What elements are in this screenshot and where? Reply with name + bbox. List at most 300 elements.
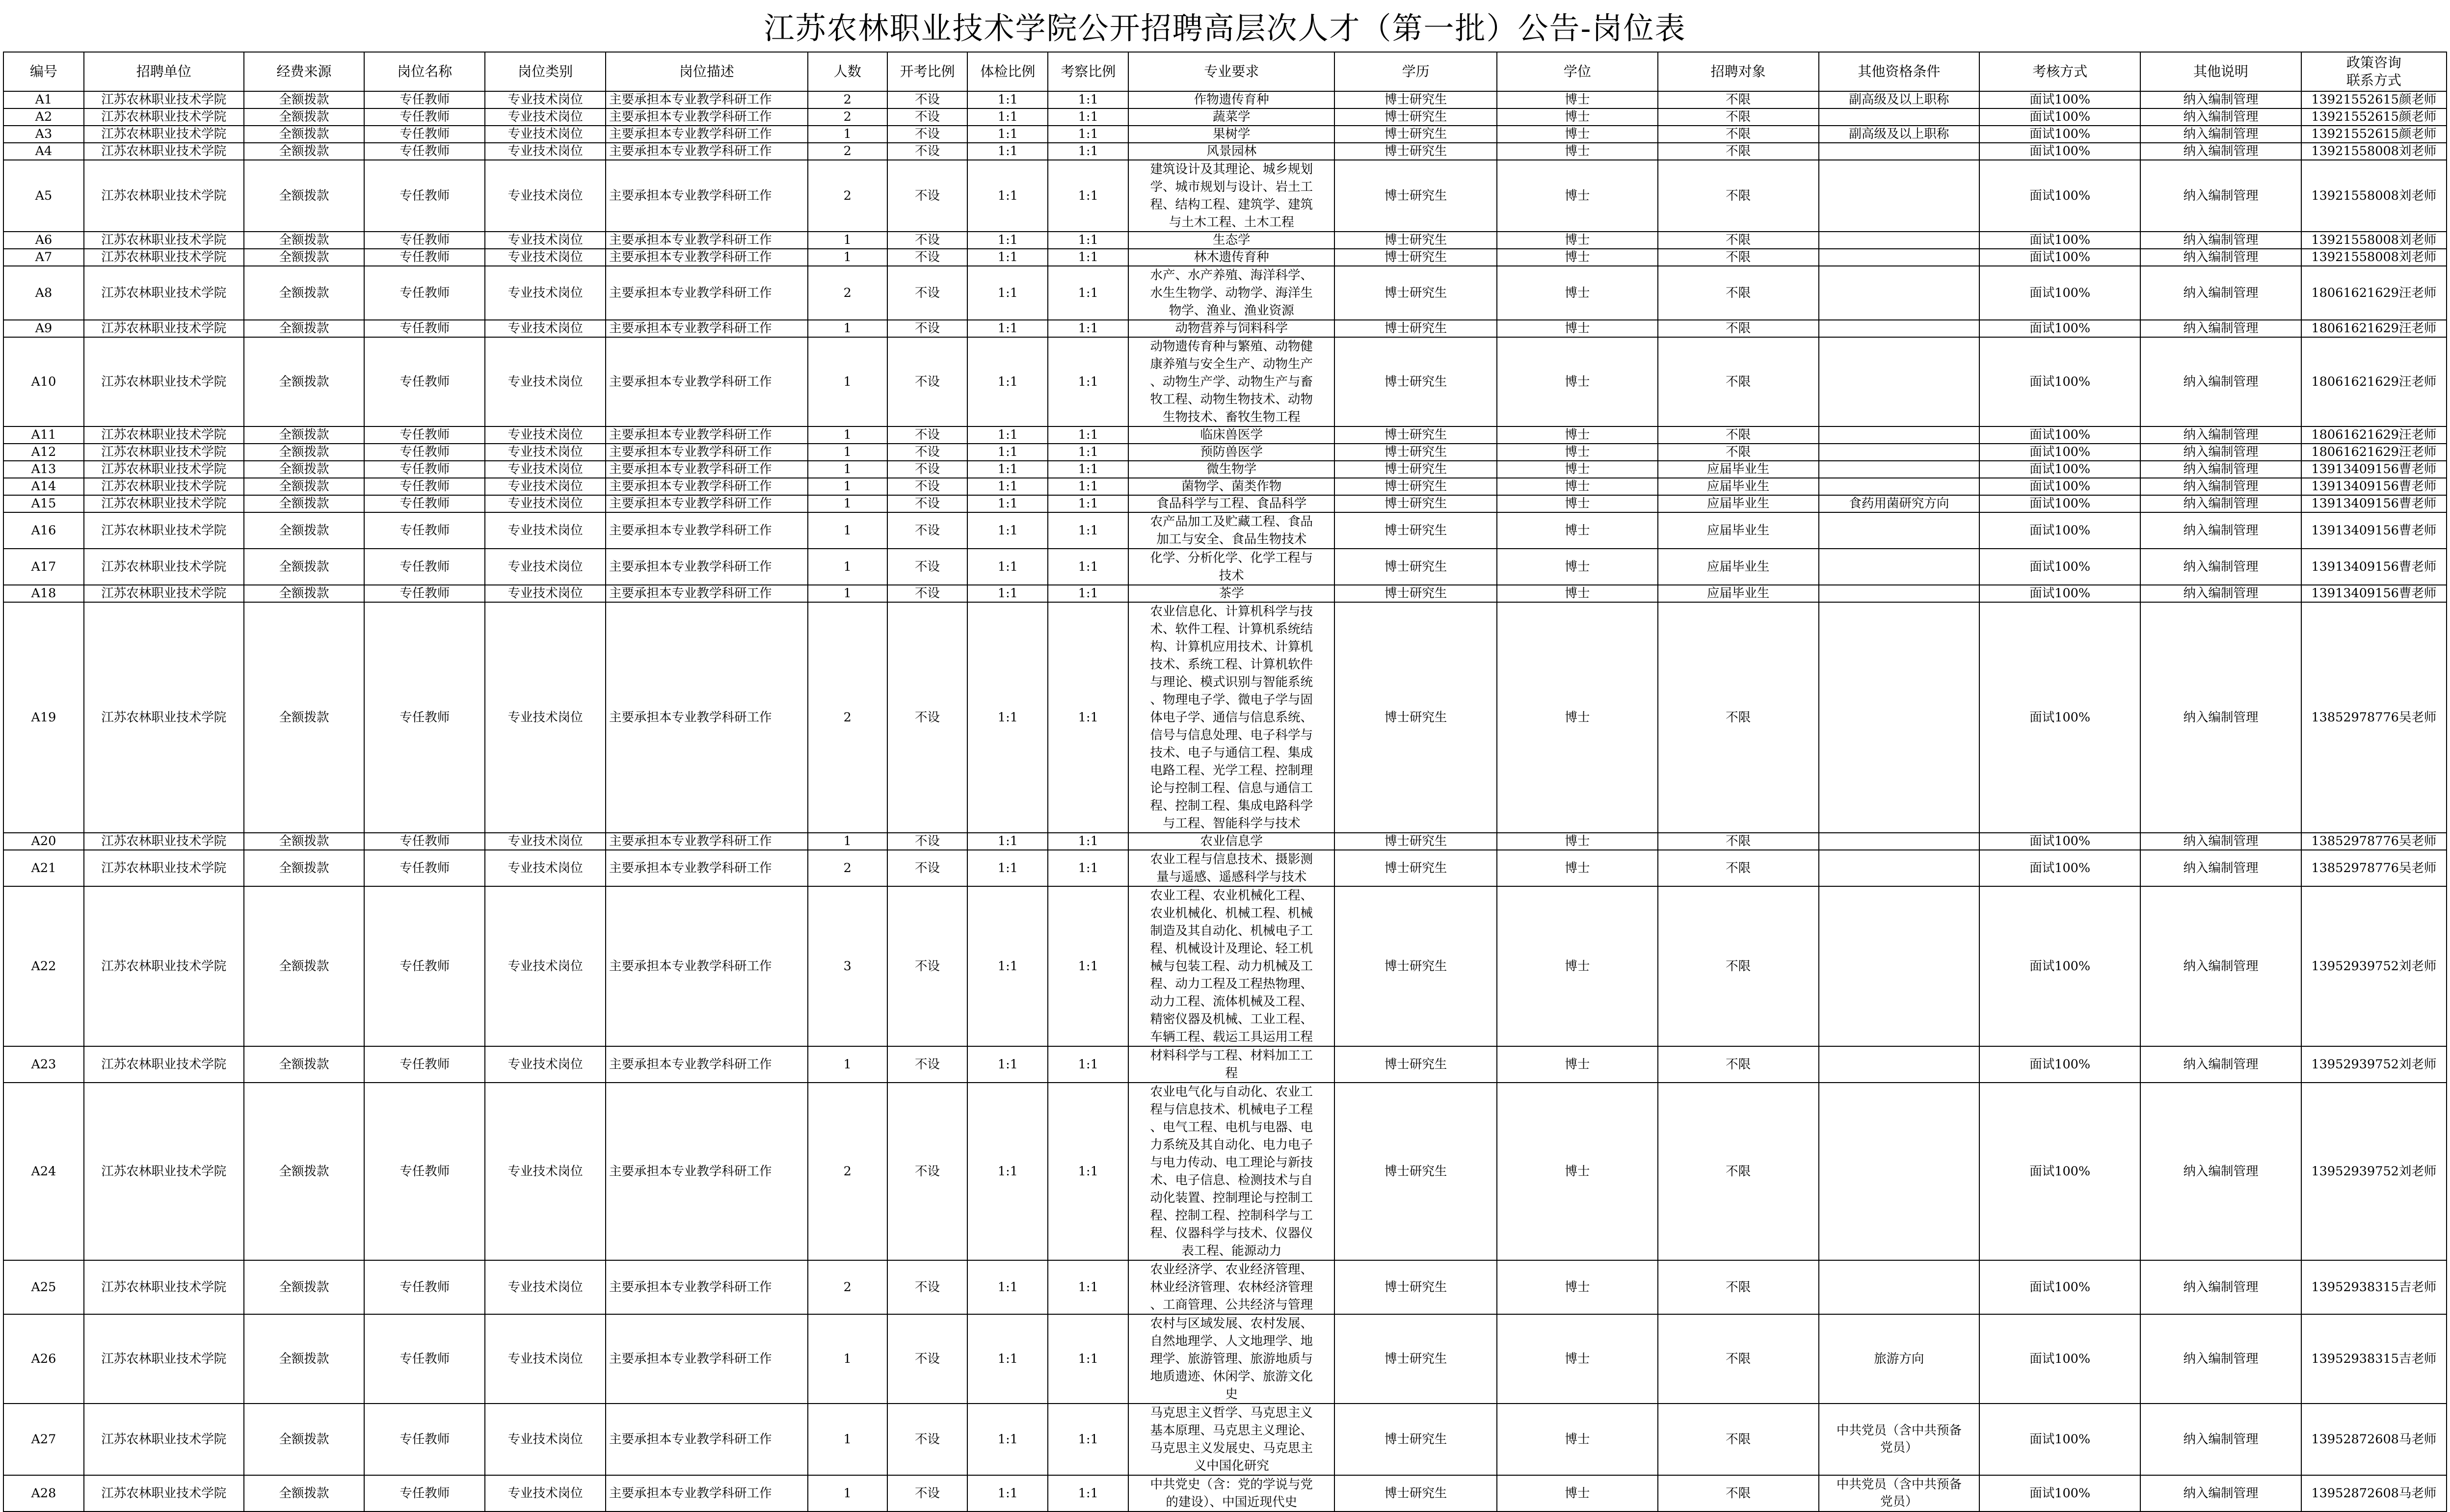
cell-count: 1 bbox=[808, 478, 887, 495]
cell-assessment: 面试100% bbox=[1979, 1404, 2140, 1475]
major-line: 生物技术、畜牧生物工程 bbox=[1162, 410, 1301, 424]
major-line: 动物营养与饲料科学 bbox=[1175, 321, 1288, 336]
cell-checkup-ratio: 1:1 bbox=[967, 266, 1048, 320]
cell-major bbox=[1128, 585, 1334, 602]
major-line: 动化装置、控制理论与控制工 bbox=[1150, 1191, 1313, 1205]
cell-inspect-ratio: 1:1 bbox=[1048, 426, 1128, 444]
col-header-other-req: 其他资格条件 bbox=[1819, 52, 1980, 91]
col-header-degree: 学位 bbox=[1497, 52, 1658, 91]
major-line: 精密仪器及机械、工业工程、 bbox=[1150, 1012, 1313, 1027]
cell-checkup-ratio: 1:1 bbox=[967, 426, 1048, 444]
cell-degree: 博士 bbox=[1497, 143, 1658, 160]
cell-checkup-ratio: 1:1 bbox=[967, 833, 1048, 850]
cell-id: A4 bbox=[3, 143, 84, 160]
cell-post-type: 专业技术岗位 bbox=[485, 850, 606, 886]
cell-post-name: 专任教师 bbox=[364, 461, 485, 478]
cell-target: 不限 bbox=[1658, 444, 1819, 461]
cell-exam-ratio: 不设 bbox=[887, 1260, 968, 1314]
cell-major bbox=[1128, 1404, 1334, 1475]
cell-education: 博士研究生 bbox=[1334, 249, 1497, 266]
major-line: 预防兽医学 bbox=[1200, 445, 1263, 459]
cell-post-type: 专业技术岗位 bbox=[485, 108, 606, 126]
major-line: 程、动力工程及工程热物理、 bbox=[1150, 977, 1313, 991]
cell-degree: 博士 bbox=[1497, 91, 1658, 108]
cell-checkup-ratio: 1:1 bbox=[967, 160, 1048, 232]
cell-target: 不限 bbox=[1658, 320, 1819, 337]
cell-count: 2 bbox=[808, 91, 887, 108]
cell-contact: 13921558008刘老师 bbox=[2301, 232, 2447, 249]
cell-count: 1 bbox=[808, 320, 887, 337]
cell-unit: 江苏农林职业技术学院 bbox=[84, 1083, 244, 1260]
cell-other-req bbox=[1819, 266, 1980, 320]
cell-assessment: 面试100% bbox=[1979, 495, 2140, 512]
cell-post-name: 专任教师 bbox=[364, 320, 485, 337]
major-line: 与理论、模式识别与智能系统 bbox=[1150, 675, 1313, 690]
cell-education: 博士研究生 bbox=[1334, 850, 1497, 886]
cell-inspect-ratio: 1:1 bbox=[1048, 1046, 1128, 1083]
cell-id: A16 bbox=[3, 512, 84, 549]
col-header-contact: 政策咨询 联系方式 bbox=[2301, 52, 2447, 91]
cell-funding: 全额拨款 bbox=[244, 461, 365, 478]
cell-checkup-ratio: 1:1 bbox=[967, 886, 1048, 1046]
cell-checkup-ratio: 1:1 bbox=[967, 1314, 1048, 1404]
cell-contact: 13852978776吴老师 bbox=[2301, 602, 2447, 833]
cell-inspect-ratio: 1:1 bbox=[1048, 249, 1128, 266]
cell-major bbox=[1128, 512, 1334, 549]
cell-target: 不限 bbox=[1658, 602, 1819, 833]
major-line: 农业信息学 bbox=[1200, 834, 1263, 849]
cell-contact: 13921558008刘老师 bbox=[2301, 143, 2447, 160]
cell-exam-ratio: 不设 bbox=[887, 91, 968, 108]
cell-post-type: 专业技术岗位 bbox=[485, 143, 606, 160]
major-line: 的建设）、中国近现代史 bbox=[1166, 1495, 1298, 1510]
major-line: 术、软件工程、计算机系统结 bbox=[1150, 622, 1313, 637]
cell-assessment: 面试100% bbox=[1979, 426, 2140, 444]
cell-count: 1 bbox=[808, 461, 887, 478]
table-row bbox=[3, 232, 2447, 249]
cell-unit: 江苏农林职业技术学院 bbox=[84, 1260, 244, 1314]
major-line: 理学、旅游管理、旅游地质与 bbox=[1150, 1352, 1313, 1366]
col-header-unit: 招聘单位 bbox=[84, 52, 244, 91]
cell-degree: 博士 bbox=[1497, 108, 1658, 126]
cell-degree: 博士 bbox=[1497, 1260, 1658, 1314]
cell-count: 3 bbox=[808, 886, 887, 1046]
cell-major bbox=[1128, 1046, 1334, 1083]
cell-degree: 博士 bbox=[1497, 266, 1658, 320]
cell-notes: 纳入编制管理 bbox=[2140, 461, 2301, 478]
cell-exam-ratio: 不设 bbox=[887, 232, 968, 249]
cell-count: 2 bbox=[808, 1083, 887, 1260]
cell-count: 1 bbox=[808, 495, 887, 512]
cell-major bbox=[1128, 1475, 1334, 1512]
table-row bbox=[3, 1083, 2447, 1260]
cell-description: 主要承担本专业教学科研工作 bbox=[606, 108, 808, 126]
cell-education: 博士研究生 bbox=[1334, 337, 1497, 426]
cell-degree: 博士 bbox=[1497, 549, 1658, 585]
cell-id: A23 bbox=[3, 1046, 84, 1083]
table-row bbox=[3, 160, 2447, 232]
cell-assessment: 面试100% bbox=[1979, 160, 2140, 232]
cell-target: 不限 bbox=[1658, 126, 1819, 143]
cell-inspect-ratio: 1:1 bbox=[1048, 91, 1128, 108]
cell-degree: 博士 bbox=[1497, 320, 1658, 337]
cell-id: A5 bbox=[3, 160, 84, 232]
cell-post-name: 专任教师 bbox=[364, 1083, 485, 1260]
cell-description: 主要承担本专业教学科研工作 bbox=[606, 337, 808, 426]
cell-other-req bbox=[1819, 602, 1980, 833]
cell-inspect-ratio: 1:1 bbox=[1048, 320, 1128, 337]
cell-count: 1 bbox=[808, 1475, 887, 1512]
cell-other-req bbox=[1819, 143, 1980, 160]
cell-count: 1 bbox=[808, 833, 887, 850]
major-line: 临床兽医学 bbox=[1200, 427, 1263, 442]
cell-major bbox=[1128, 108, 1334, 126]
cell-exam-ratio: 不设 bbox=[887, 126, 968, 143]
cell-funding: 全额拨款 bbox=[244, 126, 365, 143]
cell-notes: 纳入编制管理 bbox=[2140, 320, 2301, 337]
cell-inspect-ratio: 1:1 bbox=[1048, 160, 1128, 232]
cell-inspect-ratio: 1:1 bbox=[1048, 232, 1128, 249]
cell-description: 主要承担本专业教学科研工作 bbox=[606, 1404, 808, 1475]
cell-post-type: 专业技术岗位 bbox=[485, 126, 606, 143]
cell-post-type: 专业技术岗位 bbox=[485, 549, 606, 585]
cell-post-name: 专任教师 bbox=[364, 1314, 485, 1404]
major-line: 食品科学与工程、食品科学 bbox=[1156, 496, 1307, 511]
cell-major bbox=[1128, 1083, 1334, 1260]
cell-major bbox=[1128, 1260, 1334, 1314]
cell-unit: 江苏农林职业技术学院 bbox=[84, 478, 244, 495]
cell-description: 主要承担本专业教学科研工作 bbox=[606, 1046, 808, 1083]
cell-inspect-ratio: 1:1 bbox=[1048, 444, 1128, 461]
cell-funding: 全额拨款 bbox=[244, 108, 365, 126]
cell-description: 主要承担本专业教学科研工作 bbox=[606, 1475, 808, 1512]
cell-notes: 纳入编制管理 bbox=[2140, 1314, 2301, 1404]
cell-education: 博士研究生 bbox=[1334, 108, 1497, 126]
table-row bbox=[3, 478, 2447, 495]
cell-checkup-ratio: 1:1 bbox=[967, 512, 1048, 549]
cell-other-req bbox=[1819, 1475, 1980, 1512]
major-line: 、物理电子学、微电子学与固 bbox=[1150, 692, 1313, 707]
cell-degree: 博士 bbox=[1497, 495, 1658, 512]
cell-description: 主要承担本专业教学科研工作 bbox=[606, 602, 808, 833]
cell-target: 不限 bbox=[1658, 266, 1819, 320]
cell-contact: 13913409156曹老师 bbox=[2301, 549, 2447, 585]
cell-funding: 全额拨款 bbox=[244, 602, 365, 833]
cell-post-type: 专业技术岗位 bbox=[485, 1475, 606, 1512]
cell-post-name: 专任教师 bbox=[364, 549, 485, 585]
cell-id: A8 bbox=[3, 266, 84, 320]
cell-degree: 博士 bbox=[1497, 1046, 1658, 1083]
cell-degree: 博士 bbox=[1497, 160, 1658, 232]
cell-education: 博士研究生 bbox=[1334, 495, 1497, 512]
cell-post-type: 专业技术岗位 bbox=[485, 266, 606, 320]
cell-inspect-ratio: 1:1 bbox=[1048, 1083, 1128, 1260]
cell-id: A21 bbox=[3, 850, 84, 886]
cell-inspect-ratio: 1:1 bbox=[1048, 495, 1128, 512]
cell-degree: 博士 bbox=[1497, 512, 1658, 549]
cell-contact: 18061621629汪老师 bbox=[2301, 266, 2447, 320]
cell-post-name: 专任教师 bbox=[364, 585, 485, 602]
cell-funding: 全额拨款 bbox=[244, 266, 365, 320]
cell-education: 博士研究生 bbox=[1334, 320, 1497, 337]
table-row bbox=[3, 126, 2447, 143]
table-row bbox=[3, 1046, 2447, 1083]
cell-description: 主要承担本专业教学科研工作 bbox=[606, 126, 808, 143]
table-row bbox=[3, 143, 2447, 160]
cell-contact: 18061621629汪老师 bbox=[2301, 444, 2447, 461]
cell-post-name: 专任教师 bbox=[364, 1475, 485, 1512]
cell-post-type: 专业技术岗位 bbox=[485, 1083, 606, 1260]
cell-id: A19 bbox=[3, 602, 84, 833]
cell-post-name: 专任教师 bbox=[364, 602, 485, 833]
cell-funding: 全额拨款 bbox=[244, 1083, 365, 1260]
major-line: 史 bbox=[1225, 1387, 1238, 1402]
cell-target: 不限 bbox=[1658, 108, 1819, 126]
cell-degree: 博士 bbox=[1497, 585, 1658, 602]
cell-count: 2 bbox=[808, 602, 887, 833]
cell-count: 1 bbox=[808, 126, 887, 143]
cell-education: 博士研究生 bbox=[1334, 426, 1497, 444]
cell-funding: 全额拨款 bbox=[244, 1404, 365, 1475]
cell-funding: 全额拨款 bbox=[244, 478, 365, 495]
cell-id: A28 bbox=[3, 1475, 84, 1512]
cell-post-name: 专任教师 bbox=[364, 886, 485, 1046]
cell-unit: 江苏农林职业技术学院 bbox=[84, 549, 244, 585]
cell-exam-ratio: 不设 bbox=[887, 426, 968, 444]
cell-major bbox=[1128, 249, 1334, 266]
cell-major bbox=[1128, 850, 1334, 886]
cell-education: 博士研究生 bbox=[1334, 886, 1497, 1046]
cell-contact: 13913409156曹老师 bbox=[2301, 585, 2447, 602]
major-line: 农业机械化、机械工程、机械 bbox=[1150, 906, 1313, 921]
cell-exam-ratio: 不设 bbox=[887, 1046, 968, 1083]
cell-exam-ratio: 不设 bbox=[887, 1404, 968, 1475]
col-header-id: 编号 bbox=[3, 52, 84, 91]
major-line: 论与控制工程、信息与通信工 bbox=[1150, 781, 1313, 796]
cell-unit: 江苏农林职业技术学院 bbox=[84, 337, 244, 426]
cell-contact: 13952872608马老师 bbox=[2301, 1475, 2447, 1512]
cell-target: 不限 bbox=[1658, 1260, 1819, 1314]
cell-exam-ratio: 不设 bbox=[887, 512, 968, 549]
cell-post-name: 专任教师 bbox=[364, 160, 485, 232]
major-line: 电路工程、光学工程、控制理 bbox=[1150, 763, 1313, 778]
cell-unit: 江苏农林职业技术学院 bbox=[84, 249, 244, 266]
major-line: 水产、水产养殖、海洋科学、 bbox=[1150, 268, 1313, 283]
other-req-line: 副高级及以上职称 bbox=[1849, 92, 1949, 107]
cell-contact: 13852978776吴老师 bbox=[2301, 850, 2447, 886]
cell-other-req bbox=[1819, 126, 1980, 143]
col-header-description: 岗位描述 bbox=[606, 52, 808, 91]
cell-major bbox=[1128, 426, 1334, 444]
cell-post-type: 专业技术岗位 bbox=[485, 461, 606, 478]
cell-post-type: 专业技术岗位 bbox=[485, 426, 606, 444]
cell-degree: 博士 bbox=[1497, 337, 1658, 426]
cell-post-name: 专任教师 bbox=[364, 850, 485, 886]
major-line: 林木遗传育种 bbox=[1194, 250, 1269, 265]
cell-inspect-ratio: 1:1 bbox=[1048, 143, 1128, 160]
cell-contact: 13952939752刘老师 bbox=[2301, 1083, 2447, 1260]
cell-count: 2 bbox=[808, 143, 887, 160]
major-line: 牧工程、动物生物技术、动物 bbox=[1150, 392, 1313, 407]
cell-post-name: 专任教师 bbox=[364, 232, 485, 249]
cell-description: 主要承担本专业教学科研工作 bbox=[606, 444, 808, 461]
other-req-line: 旅游方向 bbox=[1874, 1351, 1924, 1366]
cell-checkup-ratio: 1:1 bbox=[967, 478, 1048, 495]
cell-funding: 全额拨款 bbox=[244, 549, 365, 585]
cell-unit: 江苏农林职业技术学院 bbox=[84, 461, 244, 478]
cell-degree: 博士 bbox=[1497, 461, 1658, 478]
cell-description: 主要承担本专业教学科研工作 bbox=[606, 426, 808, 444]
cell-exam-ratio: 不设 bbox=[887, 495, 968, 512]
cell-degree: 博士 bbox=[1497, 478, 1658, 495]
cell-education: 博士研究生 bbox=[1334, 461, 1497, 478]
cell-inspect-ratio: 1:1 bbox=[1048, 108, 1128, 126]
cell-id: A18 bbox=[3, 585, 84, 602]
cell-notes: 纳入编制管理 bbox=[2140, 1260, 2301, 1314]
cell-notes: 纳入编制管理 bbox=[2140, 249, 2301, 266]
cell-contact: 13913409156曹老师 bbox=[2301, 461, 2447, 478]
cell-post-name: 专任教师 bbox=[364, 833, 485, 850]
cell-post-name: 专任教师 bbox=[364, 1260, 485, 1314]
cell-assessment: 面试100% bbox=[1979, 1314, 2140, 1404]
cell-assessment: 面试100% bbox=[1979, 850, 2140, 886]
major-line: 技术 bbox=[1219, 568, 1244, 583]
cell-education: 博士研究生 bbox=[1334, 143, 1497, 160]
cell-post-type: 专业技术岗位 bbox=[485, 512, 606, 549]
cell-post-name: 专任教师 bbox=[364, 108, 485, 126]
cell-other-req bbox=[1819, 426, 1980, 444]
col-header-assessment: 考核方式 bbox=[1979, 52, 2140, 91]
cell-id: A2 bbox=[3, 108, 84, 126]
cell-degree: 博士 bbox=[1497, 1404, 1658, 1475]
cell-checkup-ratio: 1:1 bbox=[967, 91, 1048, 108]
cell-unit: 江苏农林职业技术学院 bbox=[84, 126, 244, 143]
cell-checkup-ratio: 1:1 bbox=[967, 232, 1048, 249]
cell-assessment: 面试100% bbox=[1979, 143, 2140, 160]
major-line: 水生生物学、动物学、海洋生 bbox=[1150, 286, 1313, 300]
cell-checkup-ratio: 1:1 bbox=[967, 1260, 1048, 1314]
cell-notes: 纳入编制管理 bbox=[2140, 478, 2301, 495]
cell-post-type: 专业技术岗位 bbox=[485, 585, 606, 602]
major-line: 动物遗传育种与繁殖、动物健 bbox=[1150, 339, 1313, 354]
major-line: 、工商管理、公共经济与管理 bbox=[1150, 1298, 1313, 1312]
cell-other-req bbox=[1819, 461, 1980, 478]
cell-education: 博士研究生 bbox=[1334, 1404, 1497, 1475]
major-line: 农业工程、农业机械化工程、 bbox=[1150, 888, 1313, 903]
cell-education: 博士研究生 bbox=[1334, 512, 1497, 549]
table-row bbox=[3, 886, 2447, 1046]
cell-target: 不限 bbox=[1658, 91, 1819, 108]
table-row bbox=[3, 320, 2447, 337]
cell-checkup-ratio: 1:1 bbox=[967, 249, 1048, 266]
cell-unit: 江苏农林职业技术学院 bbox=[84, 108, 244, 126]
cell-funding: 全额拨款 bbox=[244, 1475, 365, 1512]
col-header-count: 人数 bbox=[808, 52, 887, 91]
cell-education: 博士研究生 bbox=[1334, 1475, 1497, 1512]
cell-id: A17 bbox=[3, 549, 84, 585]
cell-degree: 博士 bbox=[1497, 249, 1658, 266]
cell-description: 主要承担本专业教学科研工作 bbox=[606, 160, 808, 232]
cell-exam-ratio: 不设 bbox=[887, 1475, 968, 1512]
cell-education: 博士研究生 bbox=[1334, 232, 1497, 249]
cell-unit: 江苏农林职业技术学院 bbox=[84, 266, 244, 320]
cell-post-name: 专任教师 bbox=[364, 444, 485, 461]
cell-assessment: 面试100% bbox=[1979, 1046, 2140, 1083]
cell-degree: 博士 bbox=[1497, 232, 1658, 249]
cell-assessment: 面试100% bbox=[1979, 126, 2140, 143]
major-line: 量与遥感、遥感科学与技术 bbox=[1156, 870, 1307, 884]
cell-major bbox=[1128, 602, 1334, 833]
cell-degree: 博士 bbox=[1497, 126, 1658, 143]
cell-major bbox=[1128, 337, 1334, 426]
position-table bbox=[3, 52, 2447, 1512]
major-line: 术、电子信息、检测技术与自 bbox=[1150, 1173, 1313, 1188]
cell-target: 不限 bbox=[1658, 833, 1819, 850]
cell-count: 2 bbox=[808, 108, 887, 126]
cell-post-type: 专业技术岗位 bbox=[485, 232, 606, 249]
table-row bbox=[3, 337, 2447, 426]
major-line: 地质遗迹、休闲学、旅游文化 bbox=[1150, 1369, 1313, 1384]
cell-description: 主要承担本专业教学科研工作 bbox=[606, 91, 808, 108]
cell-post-name: 专任教师 bbox=[364, 266, 485, 320]
cell-notes: 纳入编制管理 bbox=[2140, 602, 2301, 833]
cell-exam-ratio: 不设 bbox=[887, 143, 968, 160]
cell-notes: 纳入编制管理 bbox=[2140, 585, 2301, 602]
cell-education: 博士研究生 bbox=[1334, 266, 1497, 320]
cell-post-name: 专任教师 bbox=[364, 143, 485, 160]
cell-funding: 全额拨款 bbox=[244, 337, 365, 426]
cell-unit: 江苏农林职业技术学院 bbox=[84, 850, 244, 886]
cell-checkup-ratio: 1:1 bbox=[967, 143, 1048, 160]
cell-post-type: 专业技术岗位 bbox=[485, 444, 606, 461]
cell-target: 应届毕业生 bbox=[1658, 549, 1819, 585]
cell-target: 应届毕业生 bbox=[1658, 461, 1819, 478]
table-row bbox=[3, 585, 2447, 602]
cell-checkup-ratio: 1:1 bbox=[967, 1404, 1048, 1475]
cell-checkup-ratio: 1:1 bbox=[967, 549, 1048, 585]
cell-other-req bbox=[1819, 91, 1980, 108]
cell-assessment: 面试100% bbox=[1979, 108, 2140, 126]
cell-inspect-ratio: 1:1 bbox=[1048, 585, 1128, 602]
major-line: 程、机械设计及理论、轻工机 bbox=[1150, 941, 1313, 956]
cell-education: 博士研究生 bbox=[1334, 91, 1497, 108]
cell-inspect-ratio: 1:1 bbox=[1048, 126, 1128, 143]
cell-education: 博士研究生 bbox=[1334, 1083, 1497, 1260]
major-line: 林业经济管理、农林经济管理 bbox=[1150, 1280, 1313, 1295]
cell-funding: 全额拨款 bbox=[244, 512, 365, 549]
cell-count: 1 bbox=[808, 426, 887, 444]
cell-other-req bbox=[1819, 512, 1980, 549]
cell-funding: 全额拨款 bbox=[244, 320, 365, 337]
cell-major bbox=[1128, 833, 1334, 850]
cell-post-name: 专任教师 bbox=[364, 512, 485, 549]
cell-description: 主要承担本专业教学科研工作 bbox=[606, 850, 808, 886]
cell-contact: 13921558008刘老师 bbox=[2301, 249, 2447, 266]
cell-unit: 江苏农林职业技术学院 bbox=[84, 886, 244, 1046]
cell-unit: 江苏农林职业技术学院 bbox=[84, 91, 244, 108]
major-line: 农业经济学、农业经济管理、 bbox=[1150, 1262, 1313, 1277]
cell-assessment: 面试100% bbox=[1979, 512, 2140, 549]
cell-inspect-ratio: 1:1 bbox=[1048, 850, 1128, 886]
major-line: 作物遗传育种 bbox=[1194, 92, 1269, 107]
cell-checkup-ratio: 1:1 bbox=[967, 1475, 1048, 1512]
cell-major bbox=[1128, 143, 1334, 160]
cell-unit: 江苏农林职业技术学院 bbox=[84, 495, 244, 512]
cell-checkup-ratio: 1:1 bbox=[967, 1046, 1048, 1083]
cell-count: 2 bbox=[808, 160, 887, 232]
cell-degree: 博士 bbox=[1497, 426, 1658, 444]
table-row bbox=[3, 602, 2447, 833]
